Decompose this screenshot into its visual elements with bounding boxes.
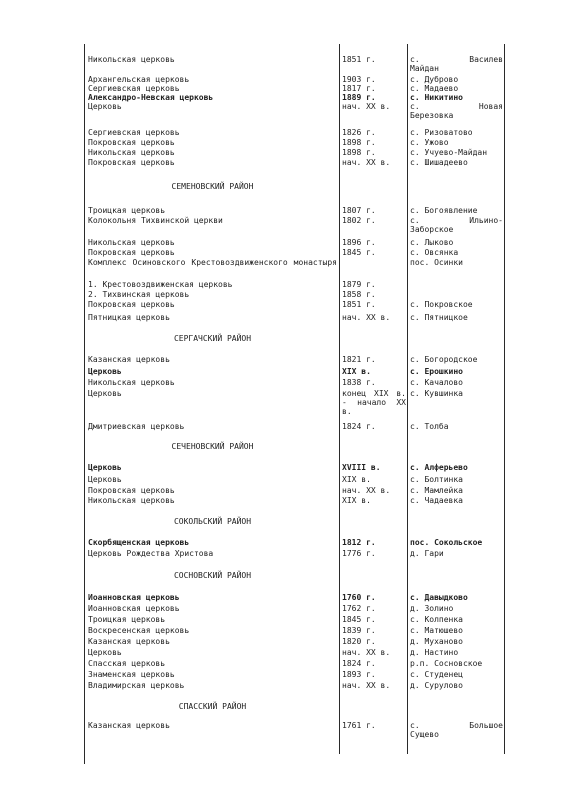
church-name: Церковь: [88, 367, 122, 376]
church-year: 1824 г.: [342, 422, 376, 431]
church-name: Никольская церковь: [88, 55, 175, 64]
church-name: Церковь: [88, 389, 122, 398]
church-location: с. Ризоватово: [410, 128, 473, 137]
church-location: с. Учуево-Майдан: [410, 148, 488, 157]
district-heading: СПАССКИЙ РАЙОН: [178, 702, 247, 711]
church-year: 1820 г.: [342, 637, 376, 646]
church-year: нач. XX в.: [342, 681, 391, 690]
table-left-border: [84, 44, 85, 764]
church-location: пос. Сокольское: [410, 538, 483, 547]
church-location: с. Кувшинка: [410, 389, 463, 398]
church-name: Покровская церковь: [88, 248, 175, 257]
church-year: 1896 г.: [342, 238, 376, 247]
church-location: с. Дуброво: [410, 75, 459, 84]
church-location: с. Шишадеево: [410, 158, 468, 167]
church-location: с. Ильино- Заборское: [410, 216, 503, 234]
church-year: 1879 г.: [342, 280, 376, 289]
church-name: Воскресенская церковь: [88, 626, 190, 635]
church-name: Казанская церковь: [88, 721, 170, 730]
church-year: 1898 г.: [342, 138, 376, 147]
district-heading: СОСНОВСКИЙ РАЙОН: [173, 571, 252, 580]
church-location: с. Ерошкино: [410, 367, 463, 376]
church-year: 1893 г.: [342, 670, 376, 679]
church-name: Покровская церковь: [88, 300, 175, 309]
district-heading: СЕМЕНОВСКИЙ РАЙОН: [171, 182, 254, 191]
church-year: нач. XX в.: [342, 102, 391, 111]
church-year: 1898 г.: [342, 148, 376, 157]
church-name: Никольская церковь: [88, 496, 175, 505]
church-name: Иоанновская церковь: [88, 604, 180, 613]
church-location: с. Пятницкое: [410, 313, 468, 322]
church-year: 1845 г.: [342, 248, 376, 257]
church-location: с. Матюшево: [410, 626, 463, 635]
church-location: д. Муханово: [410, 637, 463, 646]
church-year: нач. XX в.: [342, 486, 391, 495]
church-year: XIX в.: [342, 367, 371, 376]
church-year: 1851 г.: [342, 300, 376, 309]
church-name: Казанская церковь: [88, 637, 170, 646]
church-location: с. Студенец: [410, 670, 463, 679]
table-right-border: [504, 44, 505, 754]
church-name: Колокольня Тихвинской церкви: [88, 216, 223, 225]
church-year: 1845 г.: [342, 615, 376, 624]
church-location: д. Гари: [410, 549, 444, 558]
church-location: с. Толба: [410, 422, 449, 431]
church-location: с. Мамлейка: [410, 486, 463, 495]
church-year: 1762 г.: [342, 604, 376, 613]
church-name: Сергиевская церковь: [88, 128, 180, 137]
church-location: с. Большое Сущево: [410, 721, 503, 739]
church-year: 1761 г.: [342, 721, 376, 730]
church-location: с. Богородское: [410, 355, 478, 364]
church-year: нач. XX в.: [342, 158, 391, 167]
church-name: Дмитриевская церковь: [88, 422, 185, 431]
church-location: с. Алферьево: [410, 463, 468, 472]
church-year: нач. XX в.: [342, 648, 391, 657]
church-location: с. Новая Березовка: [410, 102, 503, 120]
church-year: 1858 г.: [342, 290, 376, 299]
church-location: с. Мадаево: [410, 84, 459, 93]
church-name: Никольская церковь: [88, 238, 175, 247]
church-name: Знаменская церковь: [88, 670, 175, 679]
church-year: 1824 г.: [342, 659, 376, 668]
church-name: Покровская церковь: [88, 486, 175, 495]
church-year: 1851 г.: [342, 55, 376, 64]
church-year: 1838 г.: [342, 378, 376, 387]
district-heading: СОКОЛЬСКИЙ РАЙОН: [173, 517, 252, 526]
church-name: Пятницкая церковь: [88, 313, 170, 322]
church-location: с. Овсянка: [410, 248, 459, 257]
church-year: 1889 г.: [342, 93, 376, 102]
church-location: р.п. Сосновское: [410, 659, 483, 668]
church-name: Троицкая церковь: [88, 615, 166, 624]
church-location: д. Золино: [410, 604, 454, 613]
church-location: с. Покровское: [410, 300, 473, 309]
church-location: с. Лыково: [410, 238, 454, 247]
church-name: Церковь: [88, 475, 122, 484]
column-divider-year: [339, 44, 340, 754]
church-name: Покровская церковь: [88, 138, 175, 147]
church-year: 1817 г.: [342, 84, 376, 93]
church-name: Церковь: [88, 463, 122, 472]
district-heading: СЕРГАЧСКИЙ РАЙОН: [173, 334, 252, 343]
column-divider-place: [407, 44, 408, 754]
church-name: Иоанновская церковь: [88, 593, 180, 602]
church-year: 1812 г.: [342, 538, 376, 547]
church-location: с. Качалово: [410, 378, 463, 387]
church-location: с. Никитино: [410, 93, 463, 102]
church-name: Покровская церковь: [88, 158, 175, 167]
church-name: Казанская церковь: [88, 355, 170, 364]
church-location: с. Болтинка: [410, 475, 463, 484]
church-location: пос. Осинки: [410, 258, 463, 267]
church-year: 1839 г.: [342, 626, 376, 635]
church-name: Никольская церковь: [88, 378, 175, 387]
church-year: 1903 г.: [342, 75, 376, 84]
church-name: Архангельская церковь: [88, 75, 190, 84]
church-location: д. Настино: [410, 648, 459, 657]
church-name: Александро-Невская церковь: [88, 93, 214, 102]
church-year: конец XIX в. - начало XX в.: [342, 389, 406, 416]
church-year: 1821 г.: [342, 355, 376, 364]
church-year: 1826 г.: [342, 128, 376, 137]
church-year: XIX в.: [342, 496, 371, 505]
church-location: с. Ужово: [410, 138, 449, 147]
church-year: 1807 г.: [342, 206, 376, 215]
church-name: Скорбященская церковь: [88, 538, 190, 547]
church-year: XVIII в.: [342, 463, 381, 472]
church-year: нач. XX в.: [342, 313, 391, 322]
church-year: XIX в.: [342, 475, 371, 484]
church-name: 1. Крестовоздвиженская церковь: [88, 280, 233, 289]
church-name: Троицкая церковь: [88, 206, 166, 215]
church-name: Владимирская церковь: [88, 681, 185, 690]
church-location: с. Василев Майдан: [410, 55, 503, 73]
church-location: с. Давыдково: [410, 593, 468, 602]
church-name: Церковь: [88, 102, 122, 111]
church-location: с. Колпенка: [410, 615, 463, 624]
church-year: 1802 г.: [342, 216, 376, 225]
church-location: с. Богоявление: [410, 206, 478, 215]
district-heading: СЕЧЕНОВСКИЙ РАЙОН: [171, 442, 254, 451]
church-name: Церковь Рождества Христова: [88, 549, 214, 558]
church-name: Никольская церковь: [88, 148, 175, 157]
church-name: Сергиевская церковь: [88, 84, 180, 93]
church-name: Комплекс Осиновского Крестовоздвиженского монастыря: [88, 258, 337, 267]
church-name: Спасская церковь: [88, 659, 166, 668]
church-year: 1776 г.: [342, 549, 376, 558]
church-name: 2. Тихвинская церковь: [88, 290, 190, 299]
church-year: 1760 г.: [342, 593, 376, 602]
church-name: Церковь: [88, 648, 122, 657]
church-location: с. Чадаевка: [410, 496, 463, 505]
church-location: д. Сурулово: [410, 681, 463, 690]
